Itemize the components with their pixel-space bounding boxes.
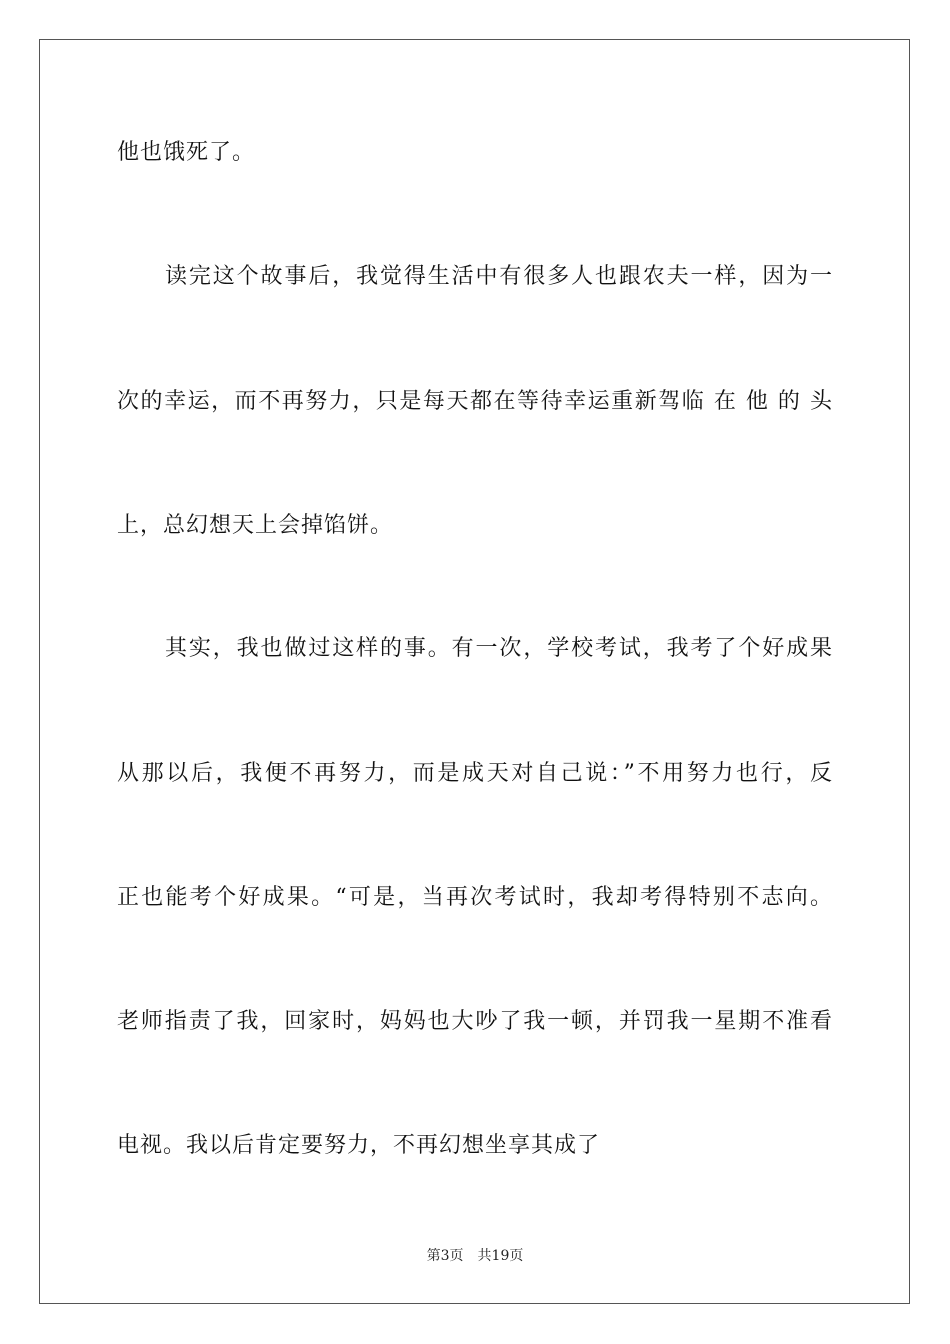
text-line-7: 正也能考个好成果。“可是，当再次考试时，我却考得特别不志向。 (117, 885, 833, 910)
text-line-6: 从那以后，我便不再努力，而是成天对自己说：”不用努力也行，反 (117, 761, 833, 786)
text-line-3: 次的幸运，而不再努力，只是每天都在等待幸运重新驾临 在 他 的 头 (117, 389, 833, 414)
page-footer (0, 1247, 950, 1265)
text-line-1: 他也饿死了。 (117, 140, 256, 165)
text-line-2: 读完这个故事后，我觉得生活中有很多人也跟农夫一样，因为一 (165, 264, 833, 289)
page-border (39, 39, 910, 1304)
page-total: 共19页 (477, 1248, 524, 1264)
text-line-8: 老师指责了我，回家时，妈妈也大吵了我一顿，并罚我一星期不准看 (117, 1009, 833, 1034)
text-line-4: 上，总幻想天上会掉馅饼。 (117, 513, 394, 538)
page-current: 第3页 (426, 1248, 464, 1264)
text-line-9: 电视。我以后肯定要努力，不再幻想坐享其成了 (117, 1133, 601, 1158)
text-line-5: 其实，我也做过这样的事。有一次，学校考试，我考了个好成果 (165, 636, 833, 661)
